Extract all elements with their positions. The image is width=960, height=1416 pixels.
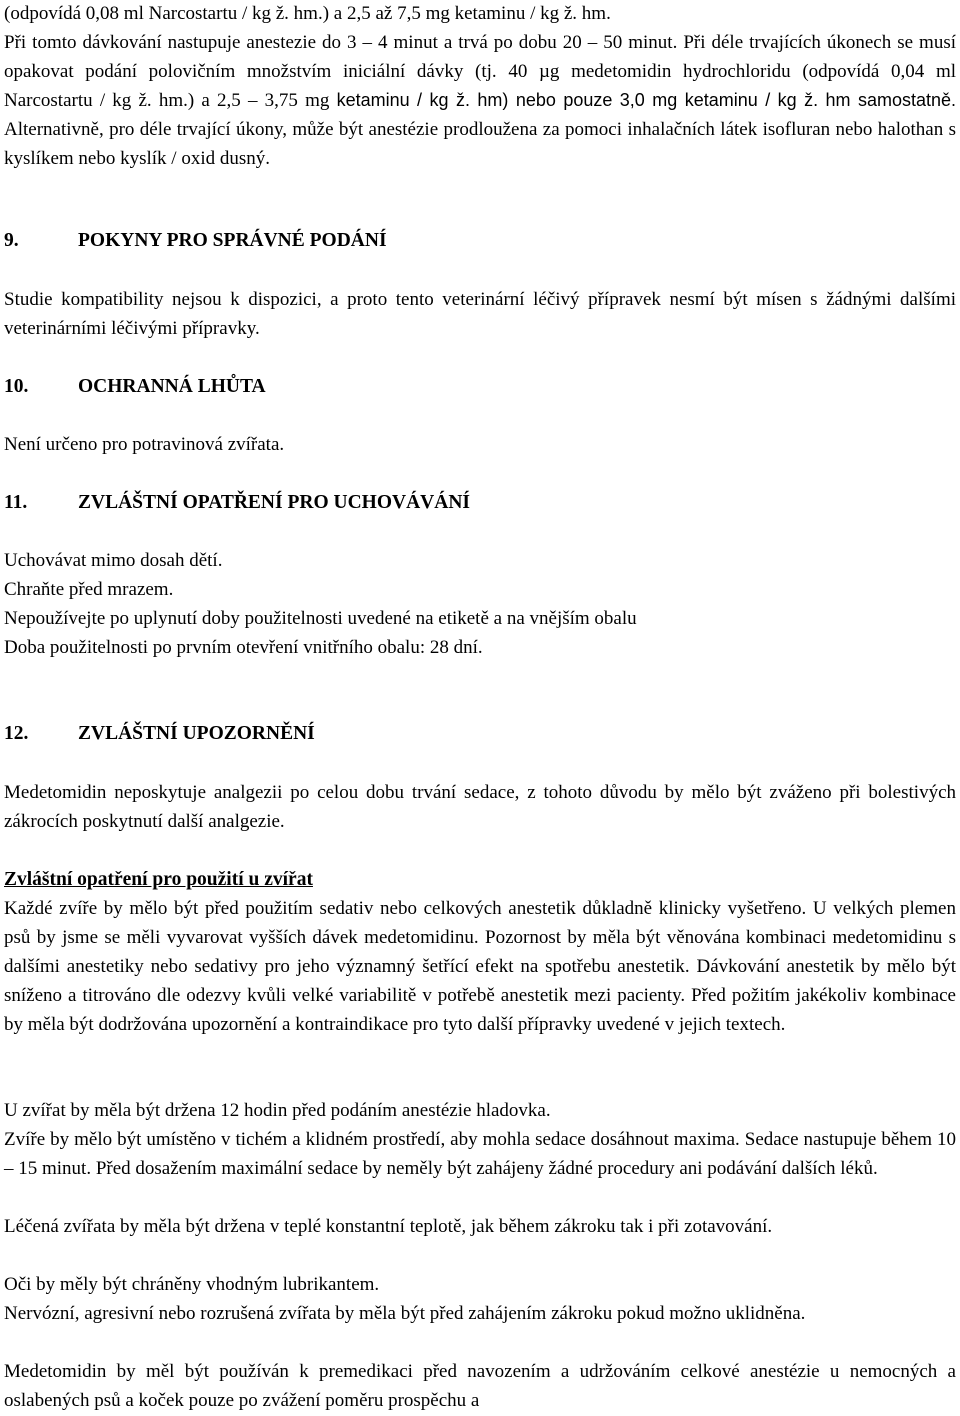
section-10-title: OCHRANNÁ LHŮTA bbox=[78, 376, 266, 397]
storage-line-1: Uchovávat mimo dosah dětí. bbox=[4, 550, 223, 571]
section-10-text: Není určeno pro potravinová zvířata. bbox=[4, 434, 285, 455]
section-9-number: 9. bbox=[4, 230, 19, 251]
section-11-title: ZVLÁŠTNÍ OPATŘENÍ PRO UCHOVÁVÁNÍ bbox=[78, 492, 471, 513]
section-12-heading bbox=[4, 719, 315, 748]
precautions-paragraph-3: Zvíře by mělo být umístěno v tichém a klidném prostředí, aby mohla sedace dosáhnout maxima. Sedace nastupuje během 10 – 15 minut. Před dosažením maximální sedace by neměly být zahájeny žádné procedury ani podávání dalších léků. bbox=[4, 1129, 956, 1179]
precautions-paragraph-7: Medetomidin by měl být používán k premedikaci před navozením a udržováním celkové anestézie u nemocných a oslabených psů a koček pouze po zvážení poměru prospěchu a bbox=[4, 1361, 956, 1411]
section-12-title: ZVLÁŠTNÍ UPOZORNĚNÍ bbox=[78, 723, 315, 744]
intro-first-line: (odpovídá 0,08 ml Narcostartu / kg ž. hm.) a 2,5 až 7,5 mg ketaminu / kg ž. hm. bbox=[4, 3, 611, 24]
section-10-number: 10. bbox=[4, 376, 29, 397]
section-9-title: POKYNY PRO SPRÁVNÉ PODÁNÍ bbox=[78, 230, 387, 251]
storage-line-4: Doba použitelnosti po prvním otevření vnitřního obalu: 28 dní. bbox=[4, 637, 483, 658]
section-11-number: 11. bbox=[4, 492, 28, 513]
special-precautions-subheading: Zvláštní opatření pro použití u zvířat bbox=[4, 869, 313, 890]
precautions-paragraph-6: Nervózní, agresivní nebo rozrušená zvířata by měla být před zahájením zákroku pokud možno uklidněna. bbox=[4, 1303, 806, 1324]
intro-sans-text: ketaminu / kg ž. hm) nebo pouze 3,0 mg ketaminu / kg ž. hm samostatně. bbox=[336, 90, 957, 110]
section-9-heading bbox=[4, 226, 387, 255]
precautions-paragraph-5: Oči by měly být chráněny vhodným lubrikantem. bbox=[4, 1274, 380, 1295]
section-12-number: 12. bbox=[4, 723, 29, 744]
intro-serif-text: Při tomto dávkování nastupuje anestezie do 3 – 4 minut a trvá po dobu 20 – 50 minut. Při déle trvajících úkonech se musí opakovat podání polovičním množstvím iniciální dávky (tj. 40 µg medetomidin hydrochloridu (odpovídá 0,04 ml Narcostartu / kg ž. hm.) a 2,5 – 3,75 mg bbox=[4, 32, 956, 111]
precautions-paragraph-1: Každé zvíře by mělo být před použitím sedativ nebo celkových anestetik důkladně klinicky vyšetřeno. U velkých plemen psů by jsme se měli vyvarovat vyšších dávek medetomidinu. Pozornost by měla být věnována kombinaci medetomidinu s dalšími anestetiky nebo sedativy pro jeho významný šetřící efekt na spotřebu anestetik. Dávkování anestetik by mělo být sníženo a titrováno dle odezvy kvůli velké variabilitě v potřebě anestetik mezi pacienty. Před požitím jakékoliv kombinace by měla být dodržována upozornění a kontraindikace pro tyto další přípravky uvedené v jejich textech. bbox=[4, 898, 956, 1035]
section-10-heading bbox=[4, 372, 266, 401]
intro-paragraph bbox=[4, 28, 956, 173]
section-11-heading bbox=[4, 488, 470, 517]
precautions-paragraph-4: Léčená zvířata by měla být držena v teplé konstantní teplotě, jak během zákroku tak i při zotavování. bbox=[4, 1216, 773, 1237]
precautions-paragraph-2: U zvířat by měla být držena 12 hodin před podáním anestézie hladovka. bbox=[4, 1100, 551, 1121]
section-12-text: Medetomidin neposkytuje analgezii po celou dobu trvání sedace, z tohoto důvodu by mělo být zváženo při bolestivých zákrocích poskytnutí další analgezie. bbox=[4, 782, 956, 832]
section-9-text: Studie kompatibility nejsou k dispozici, a proto tento veterinární léčivý přípravek nesmí být mísen s žádnými dalšími veterinárními léčivými přípravky. bbox=[4, 289, 956, 339]
storage-line-2: Chraňte před mrazem. bbox=[4, 579, 174, 600]
intro-tail-text: Alternativně, pro déle trvající úkony, může být anestézie prodloužena za pomoci inhalačních látek isofluran nebo halothan s kyslíkem nebo kyslík / oxid dusný. bbox=[4, 119, 956, 169]
storage-line-3: Nepoužívejte po uplynutí doby použitelnosti uvedené na etiketě a na vnějším obalu bbox=[4, 608, 637, 629]
